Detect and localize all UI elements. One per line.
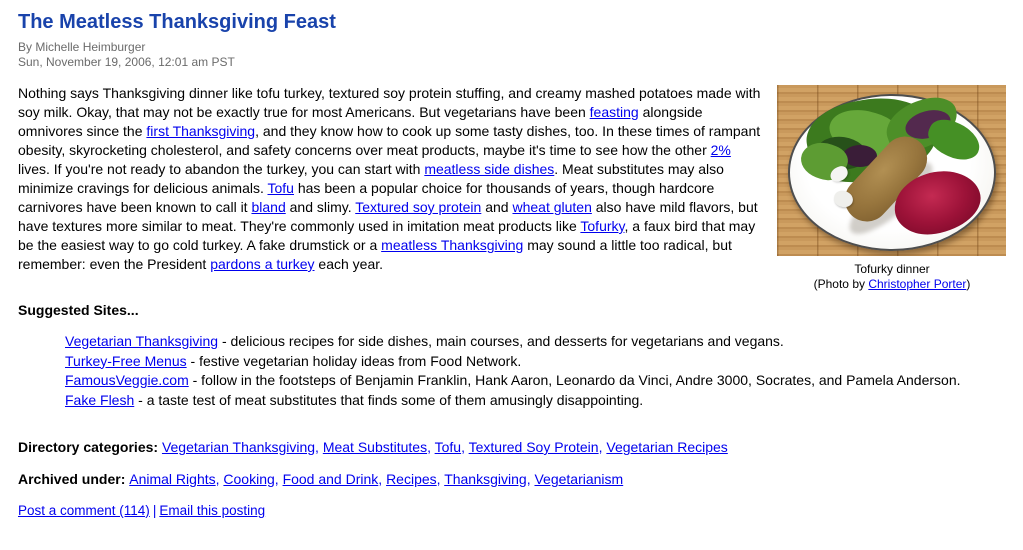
body-text-run: alongside omnivores since the (18, 104, 703, 139)
byline: By Michelle Heimburger (18, 40, 146, 54)
archived-under-line (18, 470, 1007, 489)
suggested-site-item (65, 391, 1007, 411)
inline-link[interactable]: bland (251, 199, 286, 215)
page-title: The Meatless Thanksgiving Feast (18, 11, 336, 33)
inline-link[interactable]: Tofurky (580, 218, 625, 234)
suggested-site-link[interactable]: Fake Flesh (65, 391, 135, 408)
body-text-run: lives. If you're not ready to abandon the turkey, you can start with (18, 161, 425, 177)
category-link[interactable]: Animal Rights (129, 471, 216, 487)
category-link[interactable]: Cooking (223, 471, 275, 487)
credit-suffix: ) (966, 277, 971, 291)
directory-categories-line (18, 438, 1007, 457)
directory-categories-links (162, 439, 728, 455)
body-text-run: may sound a little too radical, but remember: even the President (18, 237, 732, 272)
photo-box (777, 85, 1007, 292)
category-link[interactable]: Recipes (386, 471, 437, 487)
inline-link[interactable]: meatless Thanksgiving (381, 237, 524, 253)
suggested-site-description: - follow in the footsteps of Benjamin Franklin, Hank Aaron, Leonardo da Vinci, Andre 3000, Socrates, and Pamela Anderson. (188, 372, 961, 388)
suggested-site-description: - delicious recipes for side dishes, main courses, and desserts for vegetarians and vegans. (218, 333, 784, 349)
inline-link[interactable]: first Thanksgiving (146, 123, 256, 139)
category-link[interactable]: Vegetarian Recipes (606, 439, 728, 455)
suggested-sites-list (18, 332, 1007, 410)
body-text-run: , and they know how to cook up some tasty dishes, too. In these times of rampant obesity, skyrocketing cholesterol, and safety concerns over meat products, maybe it's time to see how the other (18, 123, 761, 158)
separator: , (274, 471, 283, 487)
separator: , (436, 471, 445, 487)
suggested-site-description: - a taste test of meat substitutes that finds some of them amusingly disappointing. (134, 391, 644, 408)
article-content (18, 84, 1007, 291)
suggested-site-link[interactable]: Vegetarian Thanksgiving (65, 333, 219, 349)
category-link[interactable]: Textured Soy Protein (468, 439, 599, 455)
inline-link[interactable]: meatless side dishes (424, 161, 555, 177)
separator: , (215, 471, 224, 487)
photo-caption-credit (777, 277, 1007, 292)
separator: , (598, 439, 607, 455)
inline-link[interactable]: pardons a turkey (210, 256, 315, 272)
category-link[interactable]: Vegetarianism (534, 471, 624, 487)
category-link[interactable]: Food and Drink (282, 471, 379, 487)
article-page (0, 10, 1023, 530)
suggested-site-item (65, 371, 1007, 391)
footer-separator: | (152, 503, 157, 518)
email-posting-link[interactable]: Email this posting (159, 503, 266, 518)
body-text-run: and slimy. (285, 199, 356, 215)
body-text-run: , a faux bird that may be the easiest way to go cold turkey. A fake drumstick or a (18, 218, 756, 253)
photo-credit-link[interactable]: Christopher Porter (868, 277, 967, 291)
credit-prefix: (Photo by (813, 277, 869, 291)
archived-under-links (129, 471, 623, 487)
dateline: Sun, November 19, 2006, 12:01 am PST (18, 55, 235, 69)
separator: , (526, 471, 535, 487)
separator: , (378, 471, 387, 487)
separator: , (427, 439, 435, 455)
photo-caption-title: Tofurky dinner (854, 262, 930, 276)
inline-link[interactable]: Textured soy protein (355, 199, 482, 215)
suggested-site-link[interactable]: FamousVeggie.com (65, 372, 189, 388)
suggested-site-link[interactable]: Turkey-Free Menus (65, 352, 187, 369)
body-text-run: Nothing says Thanksgiving dinner like tofu turkey, textured soy protein stuffing, and creamy mashed potatoes made with soy milk. Okay, that may not be exactly true for most Americans. But vegetarians have been (18, 85, 761, 120)
body-text-run: each year. (314, 256, 384, 272)
post-comment-link[interactable]: Post a comment (114) (18, 503, 150, 518)
inline-link[interactable]: feasting (589, 104, 639, 120)
body-text-run: also have mild flavors, but have textures more similar to meat. They're commonly used in imitation meat products like (18, 199, 758, 234)
archived-under-label: Archived under: (18, 471, 130, 487)
directory-categories-label: Directory categories: (18, 439, 162, 455)
suggested-site-description: - festive vegetarian holiday ideas from Food Network. (186, 352, 522, 369)
tofurky-dinner-photo (777, 85, 1006, 256)
body-text-run: has been a popular choice for thousands of years, though hardcore carnivores have been known to call it (18, 180, 715, 215)
body-text-run: and (481, 199, 513, 215)
inline-link[interactable]: 2% (710, 142, 731, 158)
inline-link[interactable]: wheat gluten (512, 199, 592, 215)
category-link[interactable]: Tofu (434, 439, 462, 455)
suggested-site-item (65, 332, 1007, 352)
body-text-run: . Meat substitutes may also minimize cravings for delicious animals. (18, 161, 724, 196)
category-link[interactable]: Vegetarian Thanksgiving (161, 439, 316, 455)
separator: , (461, 439, 469, 455)
suggested-site-item (65, 352, 1007, 372)
footer-actions (18, 501, 1007, 520)
inline-link[interactable]: Tofu (267, 180, 294, 196)
photo-caption (777, 262, 1007, 292)
separator: , (315, 439, 323, 455)
suggested-sites-heading: Suggested Sites... (18, 302, 139, 318)
category-link[interactable]: Thanksgiving (444, 471, 527, 487)
category-link[interactable]: Meat Substitutes (322, 439, 428, 455)
